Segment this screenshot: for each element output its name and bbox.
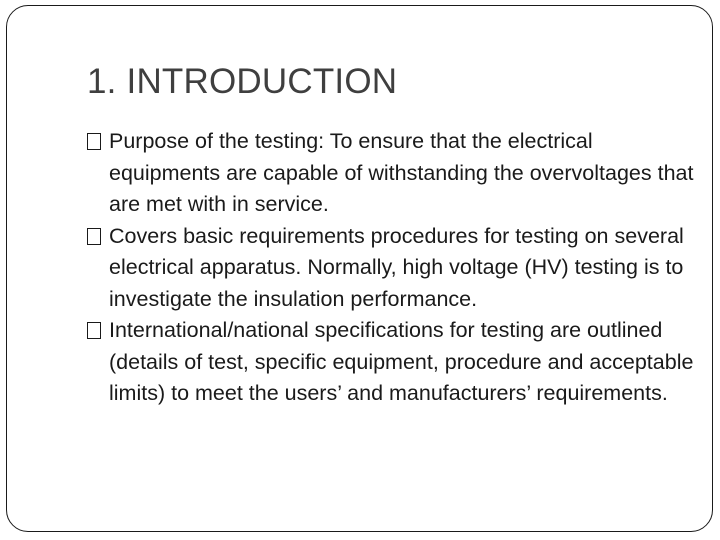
square-bullet-icon [87, 322, 101, 339]
bullet-text: Covers basic requirements procedures for testing on several electrical apparatus. Normally, high voltage (HV) testing is to investigate the insulation performance. [109, 223, 684, 311]
bullet-text: International/national specifications for testing are outlined (details of test, specific equipment, procedure and acceptable limits) to meet the users’ and manufacturers’ requirements. [109, 318, 694, 405]
bullet-text: Purpose of the testing: To ensure that the electrical equipments are capable of withstanding the overvoltages that are met with in service. [109, 129, 694, 216]
slide-frame [6, 5, 713, 532]
square-bullet-icon [87, 228, 101, 245]
bullet-item [87, 126, 695, 221]
bullet-item [87, 315, 695, 410]
square-bullet-icon [87, 133, 101, 150]
slide-title: 1. INTRODUCTION [87, 62, 398, 101]
bullet-item [87, 221, 695, 316]
bullet-list [87, 126, 695, 410]
